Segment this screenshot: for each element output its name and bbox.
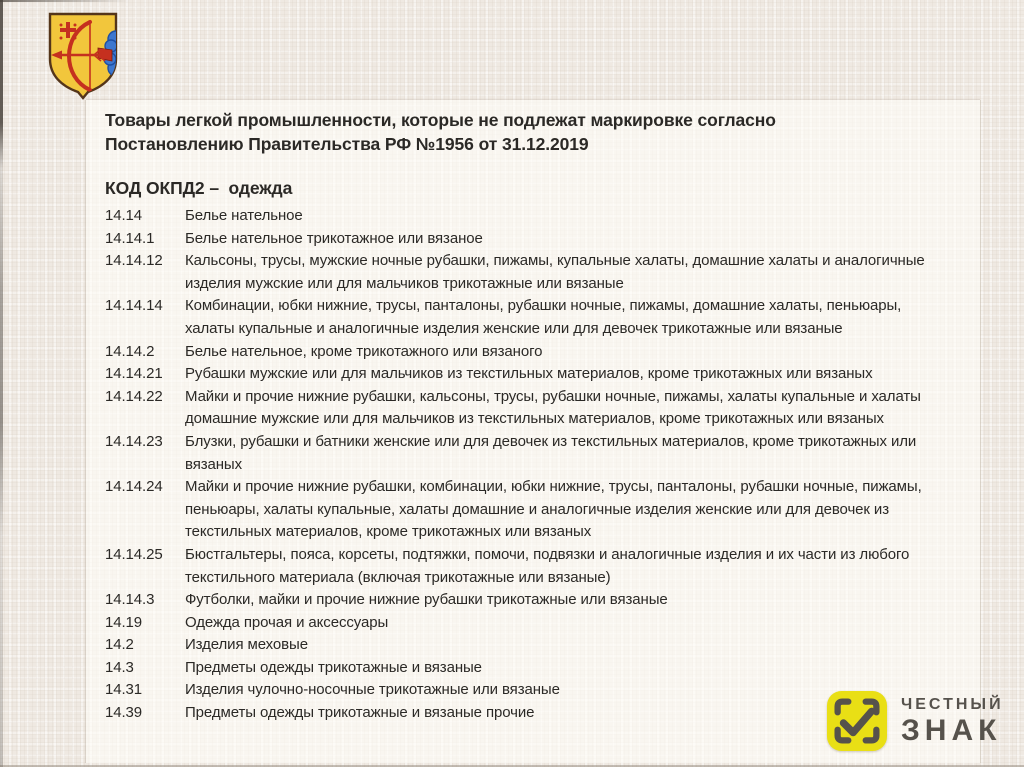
chestny-znak-logo bbox=[826, 690, 1004, 752]
okpd-row bbox=[105, 544, 980, 589]
okpd-code: 14.2 bbox=[105, 636, 134, 654]
okpd-description: Изделия чулочно-носочные трикотажные или вязаные bbox=[185, 681, 560, 699]
okpd-description: Футболки, майки и прочие нижние рубашки трикотажные или вязаные bbox=[185, 591, 668, 609]
okpd-code: 14.14.21 bbox=[105, 365, 163, 383]
okpd-description: Белье нательное, кроме трикотажного или вязаного bbox=[185, 342, 543, 360]
okpd-code: 14.14 bbox=[105, 207, 143, 224]
okpd-code: 14.14.22 bbox=[105, 387, 163, 405]
scan-edge-left bbox=[0, 0, 3, 767]
okpd-row bbox=[105, 295, 980, 340]
okpd-description: Белье нательное трикотажное или вязаное bbox=[185, 229, 483, 247]
okpd-code: 14.31 bbox=[105, 681, 143, 699]
okpd-code: 14.19 bbox=[105, 613, 143, 631]
okpd-code: 14.14.12 bbox=[105, 252, 163, 270]
okpd-description: Майки и прочие нижние рубашки, кальсоны, трусы, рубашки ночные, пижамы, халаты купальные и халаты домашние мужские или для мальчиков из текстильных материалов, кроме трикотажных или вязаных bbox=[185, 387, 921, 428]
brand-line1: ЧЕСТНЫЙ bbox=[901, 695, 1004, 713]
okpd-description: Рубашки мужские или для мальчиков из текстильных материалов, кроме трикотажных или вязаных bbox=[185, 365, 873, 383]
okpd-code: 14.14.25 bbox=[105, 545, 163, 563]
okpd-description: Майки и прочие нижние рубашки, комбинации, юбки нижние, трусы, панталоны, рубашки ночные, пижамы, пеньюары, халаты купальные, халаты домашние и аналогичные изделия женские или для девочек из текстильных материалов, кроме трикотажных или вязаных bbox=[185, 478, 922, 541]
okpd-code: 14.3 bbox=[105, 658, 134, 676]
okpd-code: 14.39 bbox=[105, 704, 143, 722]
okpd-row bbox=[105, 476, 980, 544]
okpd-description: Комбинации, юбки нижние, трусы, панталоны, рубашки ночные, пижамы, домашние халаты, пеньюары, халаты купальные и аналогичные изделия женские или для девочек трикотажные или вязаные bbox=[185, 297, 902, 337]
okpd-row bbox=[105, 363, 980, 386]
okpd-row bbox=[105, 250, 980, 295]
okpd-row bbox=[105, 431, 980, 476]
brand-line2: ЗНАК bbox=[901, 713, 1002, 747]
okpd-code: 14.14.3 bbox=[105, 591, 155, 609]
section-heading: КОД ОКПД2 – одежда bbox=[105, 178, 293, 198]
okpd-row bbox=[105, 657, 980, 680]
okpd-code-list bbox=[105, 205, 980, 725]
okpd-description: Одежда прочая и аксессуары bbox=[185, 613, 389, 631]
okpd-row bbox=[105, 634, 980, 657]
page-title: Товары легкой промышленности, которые не подлежат маркировке согласно Постановлению Правительства РФ №1956 от 31.12.2019 bbox=[105, 110, 776, 154]
okpd-code: 14.14.1 bbox=[105, 229, 155, 247]
okpd-row bbox=[105, 205, 980, 228]
okpd-row bbox=[105, 341, 980, 364]
okpd-row bbox=[105, 612, 980, 635]
okpd-row bbox=[105, 589, 980, 612]
okpd-description: Изделия меховые bbox=[185, 636, 308, 654]
okpd-description: Белье нательное bbox=[185, 207, 303, 224]
scan-edge-top bbox=[0, 0, 130, 2]
kirov-coat-of-arms-icon bbox=[46, 11, 120, 101]
okpd-description: Предметы одежды трикотажные и вязаные прочие bbox=[185, 704, 535, 722]
okpd-code: 14.14.14 bbox=[105, 297, 163, 315]
okpd-row bbox=[105, 228, 980, 251]
okpd-row bbox=[105, 386, 980, 431]
okpd-description: Кальсоны, трусы, мужские ночные рубашки, пижамы, купальные халаты, домашние халаты и аналогичные изделия мужские или для мальчиков трикотажные или вязаные bbox=[185, 252, 925, 292]
scan-checkmark-icon bbox=[826, 690, 888, 752]
okpd-code: 14.14.23 bbox=[105, 432, 163, 450]
okpd-description: Предметы одежды трикотажные и вязаные bbox=[185, 658, 482, 676]
content-panel bbox=[86, 100, 980, 763]
okpd-code: 14.14.24 bbox=[105, 478, 163, 496]
brand-wordmark bbox=[901, 697, 1004, 746]
okpd-code: 14.14.2 bbox=[105, 342, 155, 360]
okpd-description: Бюстгальтеры, пояса, корсеты, подтяжки, помочи, подвязки и аналогичные изделия и их части из любого текстильного материала (включая трикотажные или вязаные) bbox=[185, 545, 910, 586]
okpd-description: Блузки, рубашки и батники женские или для девочек из текстильных материалов, кроме трикотажных или вязаных bbox=[185, 432, 917, 473]
